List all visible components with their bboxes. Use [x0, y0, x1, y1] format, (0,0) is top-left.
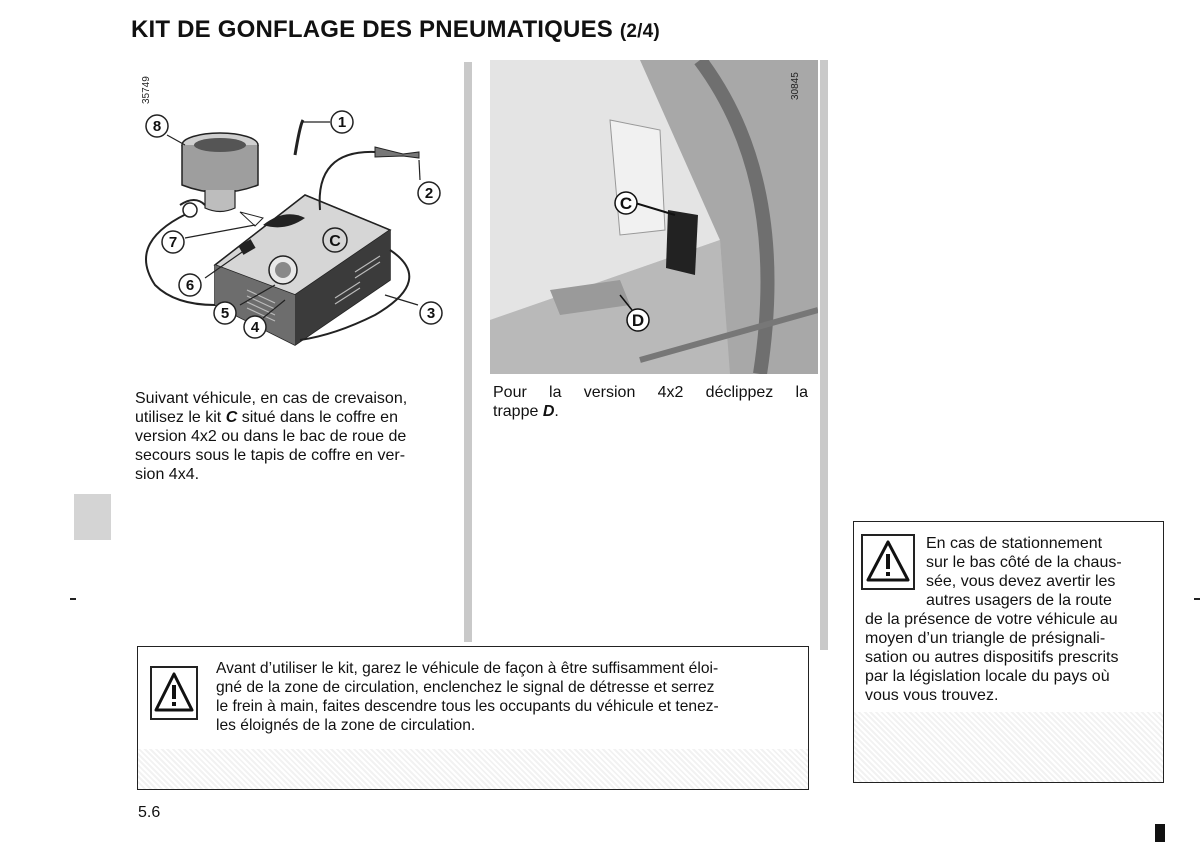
- warning-main-line: le frein à main, faites descendre tous les occupants du véhicule et tenez-: [216, 698, 719, 715]
- left-text-line: version 4x2 ou dans le bac de roue de: [135, 428, 407, 445]
- warning-main-line: les éloignés de la zone de circulation.: [216, 717, 476, 734]
- margin-dash-left: [70, 598, 76, 600]
- inflation-kit-illustration: [135, 100, 455, 350]
- warning-side-line: par la législation locale du pays où: [865, 668, 1110, 685]
- warning-box-screen-tone: [854, 712, 1163, 782]
- trap-reference: D: [542, 403, 555, 420]
- margin-dash-right: [1194, 598, 1200, 600]
- warning-box-side: [853, 521, 1164, 783]
- page-title-text: KIT DE GONFLAGE DES PNEUMATIQUES: [131, 16, 613, 43]
- callout-6: 6: [185, 277, 195, 294]
- boot-photo-drawing: [490, 60, 818, 374]
- warning-side-line: sur le bas côté de la chaus-: [926, 554, 1122, 571]
- left-text-line: sion 4x4.: [135, 466, 200, 483]
- callout-5: 5: [220, 305, 230, 322]
- photo-label-c: C: [619, 194, 633, 213]
- warning-box-main: [137, 646, 809, 790]
- left-text-fragment: utilisez le kit: [135, 409, 226, 426]
- section-tab-marker: [74, 494, 111, 540]
- warning-side-line: sation ou autres dispositifs prescrits: [865, 649, 1119, 666]
- middle-text-fragment: trappe: [493, 403, 543, 420]
- callout-8: 8: [152, 118, 162, 135]
- photo-label-d: D: [631, 311, 645, 330]
- page-number: 5.6: [138, 804, 161, 821]
- warning-box-screen-tone: [138, 749, 808, 789]
- warning-side-line: autres usagers de la route: [926, 592, 1112, 609]
- kit-letter-label: C: [329, 233, 341, 250]
- warning-side-line: vous vous trouvez.: [865, 687, 999, 704]
- figure-left-ref-code: 35749: [141, 76, 152, 104]
- warning-side-text-bottom: [865, 610, 1157, 705]
- page-title: [131, 16, 660, 44]
- callout-7: 7: [168, 234, 178, 251]
- warning-main-line: gné de la zone de circulation, enclenchez le signal de détresse et serrez: [216, 679, 715, 696]
- middle-column-text: [493, 383, 808, 421]
- page-part-indicator: (2/4): [619, 21, 660, 42]
- warning-side-line: moyen d’un triangle de présignali-: [865, 630, 1106, 647]
- warning-triangle-icon: [863, 536, 913, 588]
- kit-reference: C: [225, 409, 238, 426]
- warning-side-line: En cas de stationnement: [926, 535, 1103, 552]
- warning-side-line: de la présence de votre véhicule au: [865, 611, 1118, 628]
- end-of-section-marker: [1155, 824, 1165, 842]
- callout-1: 1: [337, 114, 347, 131]
- middle-text-fragment: .: [554, 403, 559, 420]
- warning-icon-frame: [150, 666, 198, 720]
- callout-4: 4: [250, 319, 260, 336]
- figure-right-ref-code: 30845: [790, 72, 801, 100]
- left-text-line: [135, 408, 451, 427]
- middle-text-line: [493, 402, 808, 421]
- left-text-line: Suivant véhicule, en cas de crevaison,: [135, 390, 408, 407]
- boot-photo: [490, 60, 818, 374]
- warning-icon-frame: [861, 534, 915, 590]
- warning-side-text-top: [926, 534, 1152, 610]
- middle-text-line: Pour la version 4x2 déclippez la: [493, 384, 808, 401]
- warning-main-line: Avant d’utiliser le kit, garez le véhicule de façon à être suffisamment éloi-: [216, 660, 719, 677]
- callout-3: 3: [426, 305, 436, 322]
- left-column-text: [135, 389, 451, 484]
- left-text-fragment: situé dans le coffre en: [237, 409, 398, 426]
- warning-side-line: sée, vous devez avertir les: [926, 573, 1116, 590]
- column-separator-right: [820, 60, 828, 650]
- callout-2: 2: [424, 185, 434, 202]
- left-text-line: secours sous le tapis de coffre en ver-: [135, 447, 406, 464]
- warning-main-text: [216, 659, 801, 735]
- column-separator-left: [464, 62, 472, 642]
- warning-triangle-icon: [152, 668, 196, 718]
